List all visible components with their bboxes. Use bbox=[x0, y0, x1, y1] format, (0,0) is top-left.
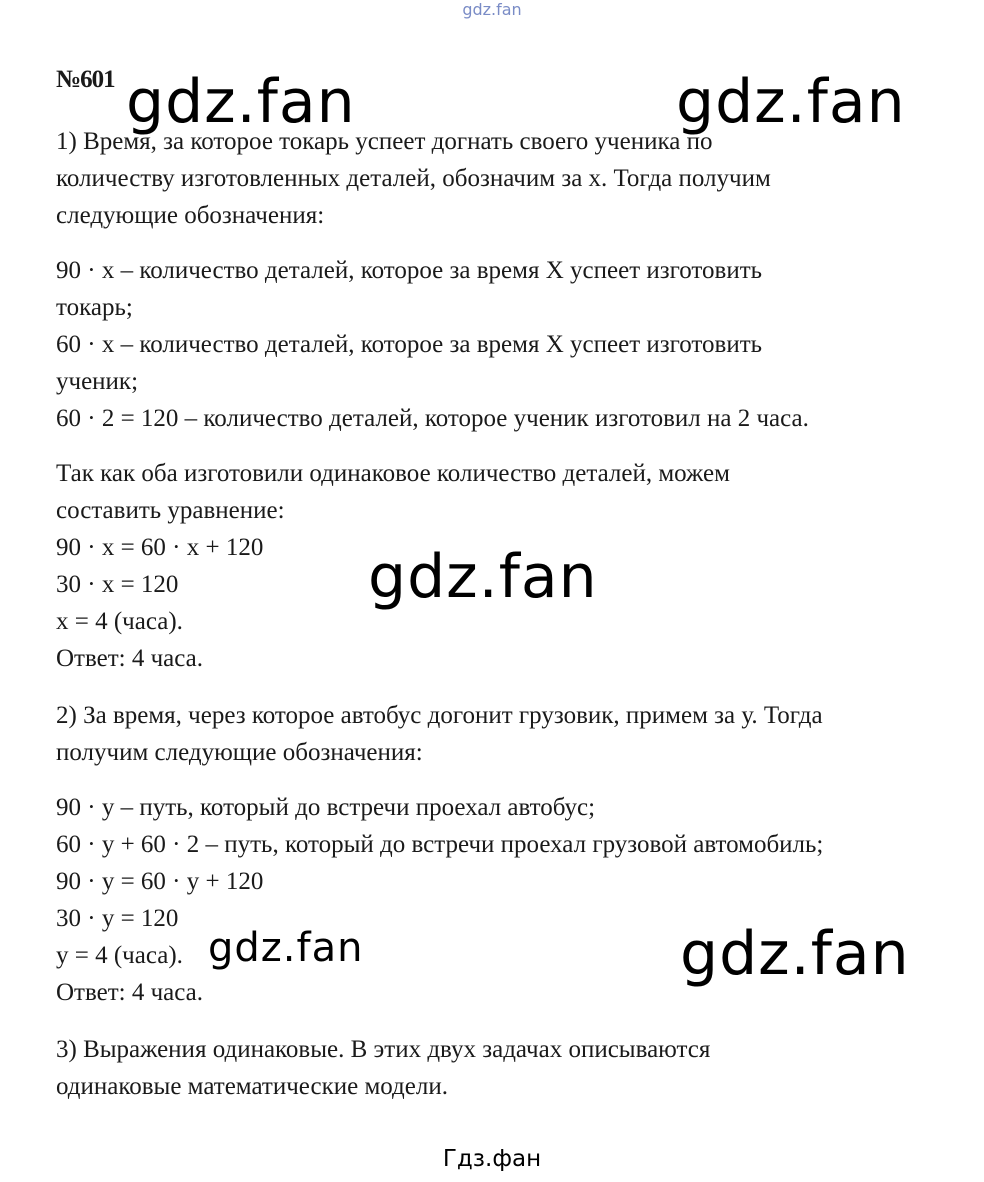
site-mark-footer: Гдз.фан bbox=[442, 1146, 542, 1172]
answer-line: Ответ: 4 часа. bbox=[56, 979, 204, 1006]
equation-line: у = 4 (часа). bbox=[56, 942, 183, 969]
text-line: 60 · х – количество деталей, которое за время Х успеет изготовить bbox=[56, 331, 763, 358]
text-line: получим следующие обозначения: bbox=[56, 739, 423, 766]
equation-line: 90 · у = 60 · у + 120 bbox=[56, 868, 264, 895]
text-line: 2) За время, через которое автобус догонит грузовик, примем за у. Тогда bbox=[56, 702, 823, 729]
text-line: ученик; bbox=[56, 368, 139, 395]
watermark-center: gdz.fan bbox=[368, 542, 598, 612]
text-line: 90 · у – путь, который до встречи проехал автобус; bbox=[56, 794, 596, 821]
text-line: 1) Время, за которое токарь успеет догнать своего ученика по bbox=[56, 128, 713, 155]
watermark-top-left: gdz.fan bbox=[126, 67, 356, 137]
watermark-lower-left: gdz.fan bbox=[208, 925, 364, 971]
text-line: 90 · х – количество деталей, которое за время Х успеет изготовить bbox=[56, 257, 763, 284]
text-line: Так как оба изготовили одинаковое количество деталей, можем bbox=[56, 460, 730, 487]
equation-line: 30 · х = 120 bbox=[56, 571, 179, 598]
text-line: следующие обозначения: bbox=[56, 202, 325, 229]
task-number: №601 bbox=[56, 66, 115, 93]
text-line: 3) Выражения одинаковые. В этих двух задачах описываются bbox=[56, 1036, 711, 1063]
text-line: токарь; bbox=[56, 294, 133, 321]
text-line: количеству изготовленных деталей, обозначим за х. Тогда получим bbox=[56, 165, 771, 192]
watermark-top-right: gdz.fan bbox=[676, 67, 906, 137]
equation-line: 90 · х = 60 · х + 120 bbox=[56, 534, 264, 561]
watermark-lower-right: gdz.fan bbox=[680, 919, 910, 989]
site-mark-top: gdz.fan bbox=[462, 0, 522, 19]
equation-line: 30 · у = 120 bbox=[56, 905, 179, 932]
text-line: составить уравнение: bbox=[56, 497, 285, 524]
answer-line: Ответ: 4 часа. bbox=[56, 645, 204, 672]
text-line: 60 · у + 60 · 2 – путь, который до встречи проехал грузовой автомобиль; bbox=[56, 831, 824, 858]
text-line: одинаковые математические модели. bbox=[56, 1073, 448, 1100]
text-line: 60 · 2 = 120 – количество деталей, которое ученик изготовил на 2 часа. bbox=[56, 405, 809, 432]
equation-line: х = 4 (часа). bbox=[56, 608, 183, 635]
